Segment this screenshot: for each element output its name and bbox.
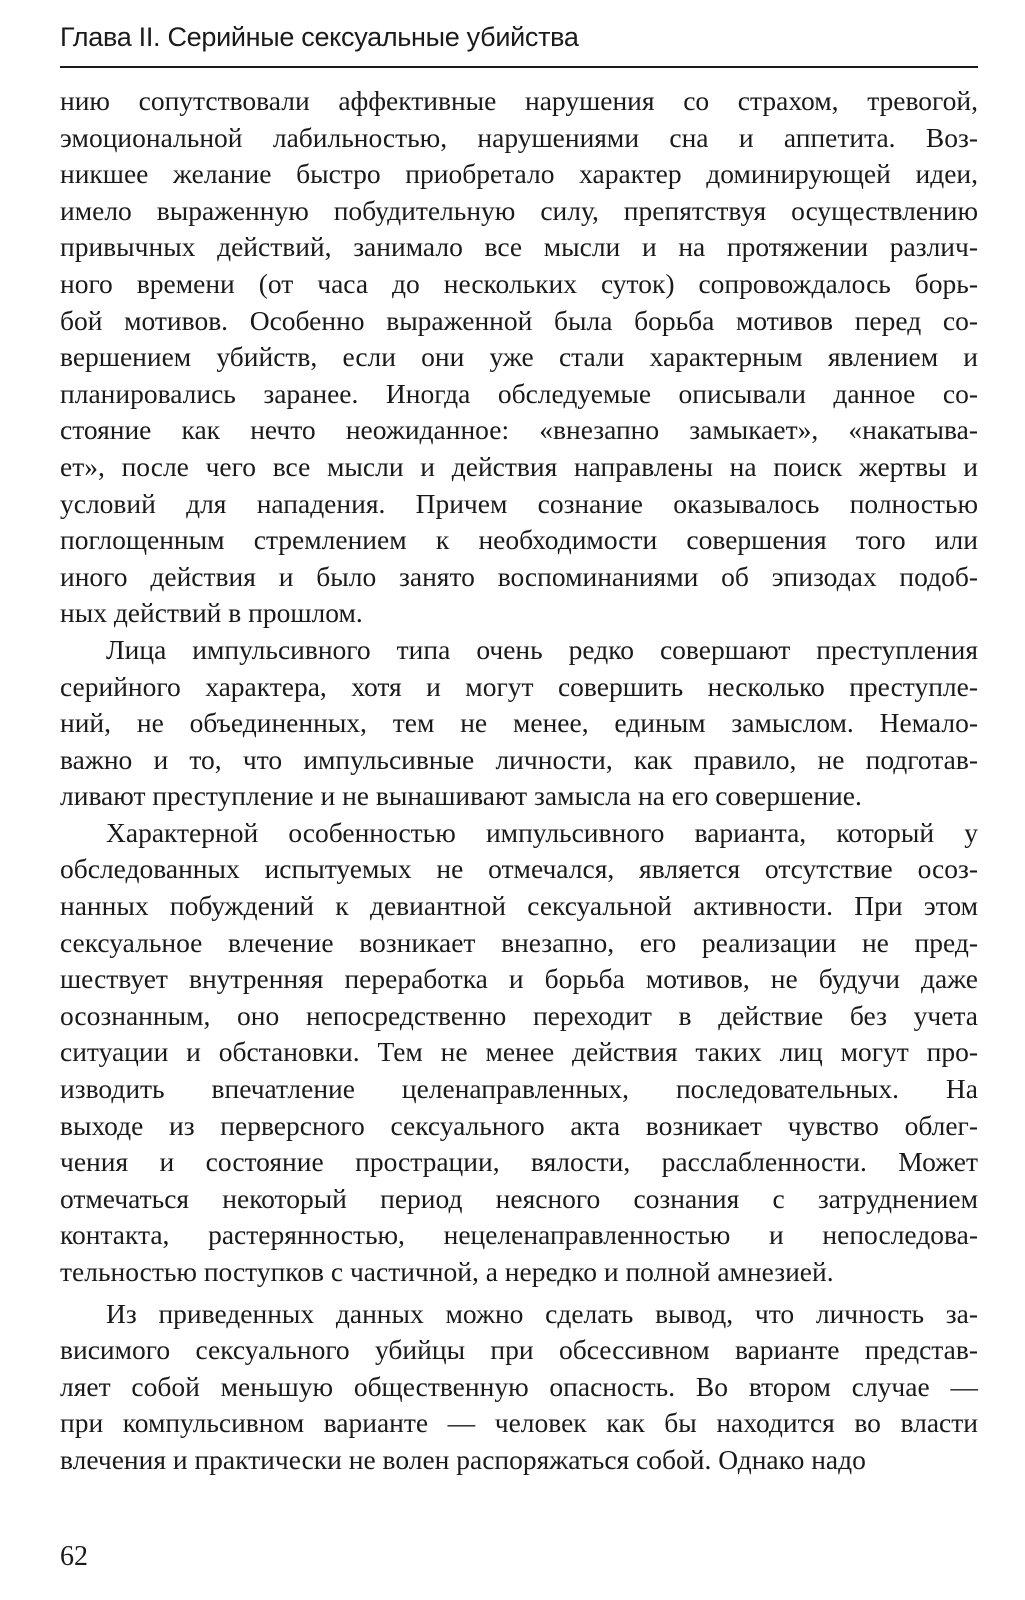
- text-line: нанных побуждений к девиантной сексуальной активности. При этом: [60, 890, 978, 922]
- header-rule: [60, 66, 978, 68]
- text-line: висимого сексуального убийцы при обсессивном варианте представ-: [60, 1334, 978, 1366]
- text-line: ного времени (от часа до нескольких суток) сопровождалось борь-: [60, 267, 978, 299]
- text-line: выходе из перверсного сексуального акта возникает чувство облег-: [60, 1109, 978, 1141]
- text-line: контакта, растерянностью, нецеленаправленностью и непоследова-: [60, 1219, 978, 1251]
- text-line: ет», после чего все мысли и действия направлены на поиск жертвы и: [60, 450, 978, 482]
- text-line: планировались заранее. Иногда обследуемые описывали данное со-: [60, 377, 978, 409]
- paragraph: [60, 815, 978, 1291]
- text-line: поглощенным стремлением к необходимости совершения того или: [60, 524, 978, 556]
- text-line: нию сопутствовали аффективные нарушения со страхом, тревогой,: [60, 85, 978, 116]
- text-line: чения и состояние прострации, вялости, расслабленности. Может: [60, 1146, 978, 1178]
- text-line: важно и то, что импульсивные личности, как правило, не подготав-: [60, 743, 978, 775]
- text-line: отмечаться некоторый период неясного сознания с затруднением: [60, 1182, 978, 1214]
- text-line: изводить впечатление целенаправленных, последовательных. На: [60, 1073, 978, 1105]
- text-line: серийного характера, хотя и могут совершить несколько преступле-: [60, 670, 978, 702]
- text-line: тельностью поступков с частичной, а нередко и полной амнезией.: [60, 1256, 834, 1287]
- text-line: сексуальное влечение возникает внезапно, его реализации не пред-: [60, 926, 978, 958]
- text-line: влечения и практически не волен распоряжаться собой. Однако надо: [60, 1443, 866, 1475]
- page-number: 62: [60, 1541, 88, 1572]
- text-line: ных действий в прошлом.: [60, 597, 363, 629]
- text-line: ситуации и обстановки. Тем не менее действия таких лиц могут про-: [60, 1036, 978, 1068]
- paragraph: [60, 83, 978, 632]
- text-line: Характерной особенностью импульсивного варианта, который у: [106, 816, 978, 848]
- text-line: стояние как нечто неожиданное: «внезапно замыкает», «накатыва-: [60, 414, 978, 446]
- paragraph: [60, 1296, 978, 1479]
- text-line: условий для нападения. Причем сознание оказывалось полностью: [60, 487, 978, 519]
- text-line: никшее желание быстро приобретало характер доминирующей идеи,: [60, 158, 978, 190]
- running-header: Глава II. Серийные сексуальные убийства: [60, 22, 579, 52]
- text-line: имело выраженную побудительную силу, препятствуя осуществлению: [60, 194, 978, 226]
- text-line: Лица импульсивного типа очень редко совершают преступления: [106, 633, 978, 665]
- text-line: эмоциональной лабильностью, нарушениями сна и аппетита. Воз-: [60, 121, 978, 153]
- text-line: иного действия и было занято воспоминаниями об эпизодах подоб-: [60, 560, 978, 592]
- text-line: обследованных испытуемых не отмечался, является отсутствие осоз-: [60, 853, 978, 885]
- text-line: шествует внутренняя переработка и борьба мотивов, не будучи даже: [60, 963, 978, 995]
- text-line: привычных действий, занимало все мысли и на протяжении различ-: [60, 231, 978, 263]
- text-line: вершением убийств, если они уже стали характерным явлением и: [60, 341, 978, 373]
- body-text: [60, 83, 978, 1479]
- text-line: бой мотивов. Особенно выраженной была борьба мотивов перед со-: [60, 304, 978, 336]
- text-line: ливают преступление и не вынашивают замысла на его совершение.: [60, 780, 862, 812]
- text-line: осознанным, оно непосредственно переходит в действие без учета: [60, 999, 978, 1031]
- text-line: при компульсивном варианте — человек как бы находится во власти: [60, 1407, 978, 1439]
- text-line: ляет собой меньшую общественную опасность. Во втором случае —: [60, 1370, 978, 1402]
- paragraph: [60, 632, 978, 815]
- text-line: ний, не объединенных, тем не менее, единым замыслом. Немало-: [60, 707, 978, 739]
- text-line: Из приведенных данных можно сделать вывод, что личность за-: [106, 1297, 978, 1329]
